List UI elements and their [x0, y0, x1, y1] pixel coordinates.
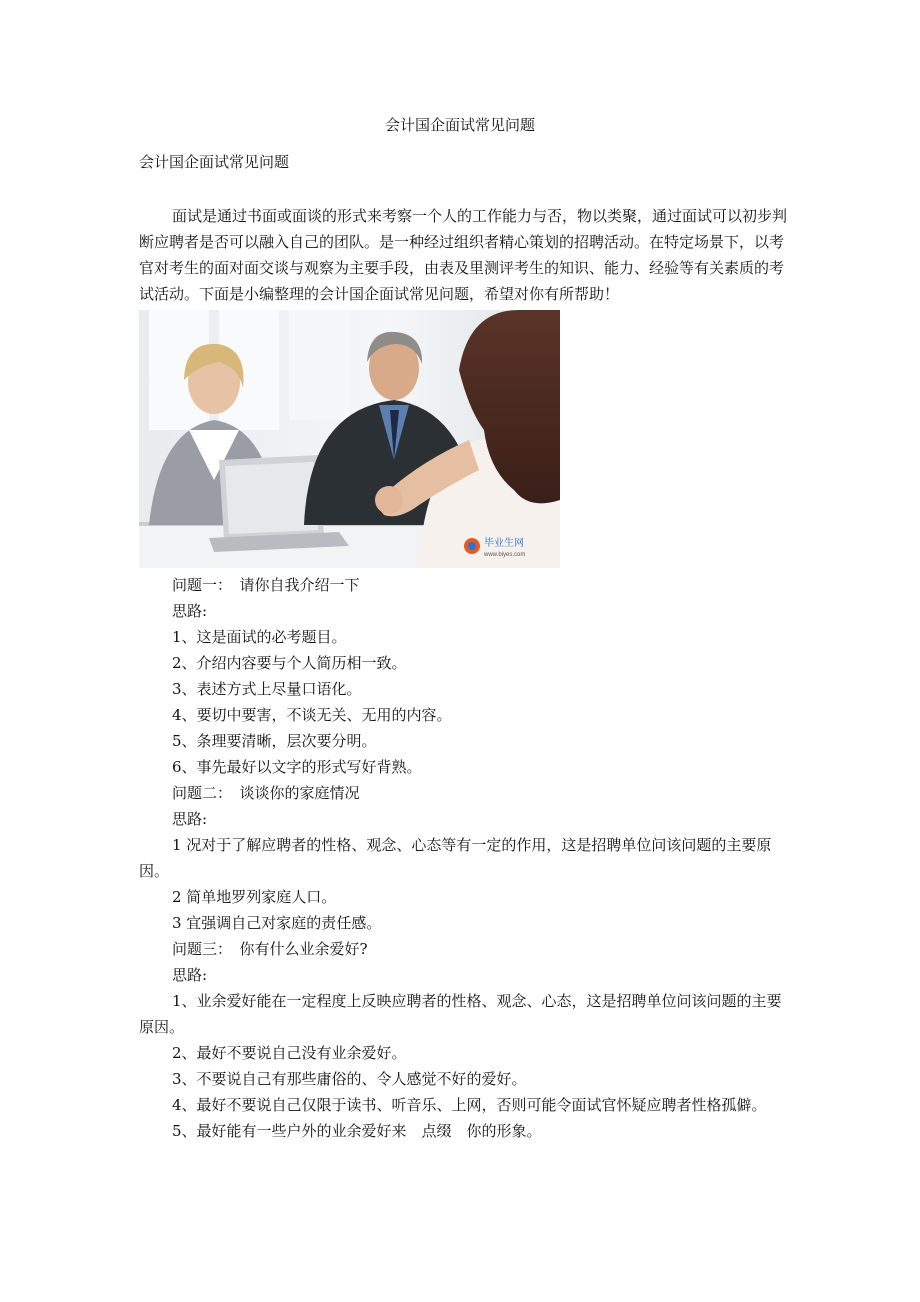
content-line: 2、最好不要说自己没有业余爱好。 [172, 1044, 407, 1062]
qa-content [139, 572, 789, 1144]
content-line: 2 简单地罗列家庭人口。 [172, 888, 337, 906]
content-line: 1、业余爱好能在一定程度上反映应聘者的性格、观念、心态，这是招聘单位问该问题的主要原因。 [139, 992, 782, 1036]
content-line: 问题三： 你有什么业余爱好? [172, 940, 368, 958]
content-line: 2、介绍内容要与个人简历相一致。 [172, 654, 407, 672]
watermark-text: 毕业生网 [484, 538, 524, 549]
document-title: 会计国企面试常见问题 [384, 116, 535, 134]
content-line: 5、最好能有一些户外的业余爱好来 点缀 你的形象。 [172, 1122, 542, 1140]
intro-paragraph: 面试是通过书面或面谈的形式来考察一个人的工作能力与否，物以类聚，通过面试可以初步判断应聘者是否可以融入自己的团队。是一种经过组织者精心策划的招聘活动。在特定场景下，以考官对考生的面对面交谈与观察为主要手段，由表及里测评考生的知识、能力、经验等有关素质的考试活动。下面是小编整理的会计国企面试常见问题，希望对你有所帮助！ [139, 207, 788, 303]
interview-photo [139, 310, 560, 568]
content-line: 问题一： 请你自我介绍一下 [172, 576, 360, 594]
content-line: 思路: [172, 966, 208, 984]
content-line: 思路: [172, 810, 208, 828]
content-line: 3、表述方式上尽量口语化。 [172, 680, 362, 698]
content-line: 思路: [172, 602, 208, 620]
content-line: 4、最好不要说自己仅限于读书、听音乐、上网，否则可能令面试官怀疑应聘者性格孤僻。 [172, 1096, 767, 1114]
content-line: 3、不要说自己有那些庸俗的、令人感觉不好的爱好。 [172, 1070, 527, 1088]
content-line: 4、要切中要害，不谈无关、无用的内容。 [172, 706, 452, 724]
content-line: 3 宜强调自己对家庭的责任感。 [172, 914, 382, 932]
content-line: 6、事先最好以文字的形式写好背熟。 [172, 758, 422, 776]
content-line: 1、这是面试的必考题目。 [172, 628, 347, 646]
content-line: 5、条理要清晰，层次要分明。 [172, 732, 377, 750]
watermark-subtext: www.biyes.com [484, 552, 526, 558]
content-line: 1 况对于了解应聘者的性格、观念、心态等有一定的作用，这是招聘单位问该问题的主要原因。 [139, 836, 772, 880]
document-subtitle: 会计国企面试常见问题 [139, 153, 290, 171]
content-line: 问题二： 谈谈你的家庭情况 [172, 784, 360, 802]
